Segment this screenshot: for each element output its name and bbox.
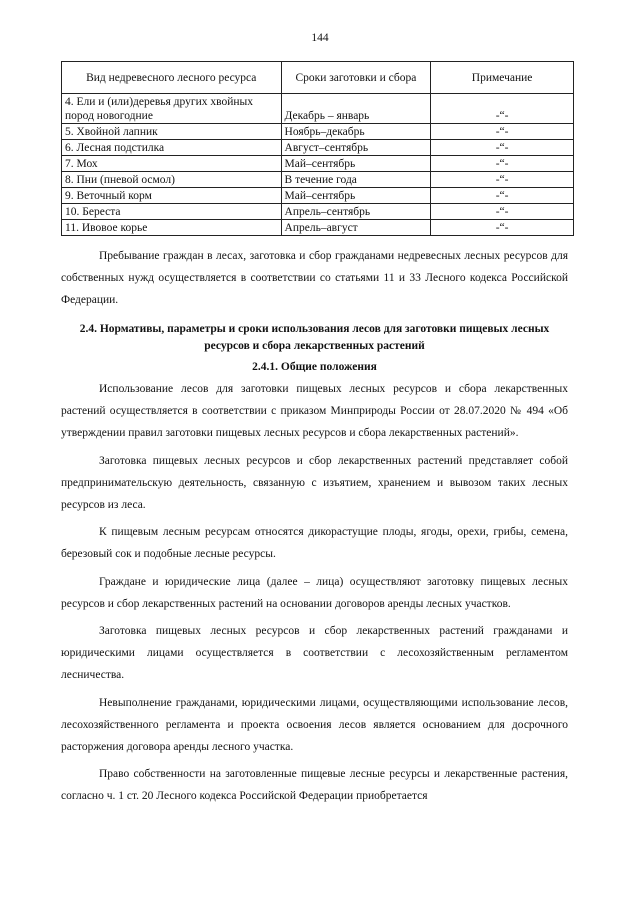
subsection-heading: 2.4.1. Общие положения [252,361,377,373]
table-row [62,220,574,236]
cell-note: -“- [431,94,574,124]
cell-period: Май–сентябрь [281,156,431,172]
cell-resource-type: 7. Мох [62,156,282,172]
cell-resource-type: 4. Ели и (или)деревья других хвойных пород новогодние [62,94,282,124]
cell-period: Май–сентябрь [281,188,431,204]
table-header-row [62,62,574,94]
cell-note: -“- [431,140,574,156]
cell-resource-type: 6. Лесная подстилка [62,140,282,156]
table-row [62,124,574,140]
cell-resource-type: 5. Хвойной лапник [62,124,282,140]
table-row [62,188,574,204]
intro-paragraph: Пребывание граждан в лесах, заготовка и сбор гражданами недревесных лесных ресурсов для собственных нужд осуществляется в соответствии со статьями 11 и 33 Лесного кодекса Российской Федерации. [61,250,568,306]
paragraph: Заготовка пищевых лесных ресурсов и сбор лекарственных растений представляет собой предпринимательскую деятельность, связанную с изъятием, хранением и вывозом таких лесных ресурсов из леса. [61,454,568,511]
cell-resource-type: 9. Веточный корм [62,188,282,204]
section-body [61,321,568,813]
page-number: 144 [311,32,329,44]
cell-note: -“- [431,172,574,188]
header-note: Примечание [431,62,574,94]
table-row [62,140,574,156]
table-row [62,94,574,124]
paragraph: Невыполнение гражданами, юридическими лицами, осуществляющими использование лесов, лесохозяйственного регламента и проекта освоения лесов является основанием для досрочного расторжения договора аренды лесного участка. [61,696,568,753]
paragraph: Право собственности на заготовленные пищевые лесные ресурсы и лекарственные растения, согласно ч. 1 ст. 20 Лесного кодекса Российской Федерации приобретается [61,768,568,802]
intro-block [61,245,568,317]
cell-note: -“- [431,124,574,140]
cell-resource-type: 8. Пни (пневой осмол) [62,172,282,188]
cell-note: -“- [431,188,574,204]
header-resource-type: Вид недревесного лесного ресурса [62,62,282,94]
paragraph: Заготовка пищевых лесных ресурсов и сбор лекарственных растений гражданами и юридическими лицами осуществляется в соответствии с лесохозяйственным регламентом лесничества. [61,625,568,681]
cell-note: -“- [431,220,574,236]
cell-note: -“- [431,156,574,172]
paragraph: К пищевым лесным ресурсам относятся дикорастущие плоды, ягоды, орехи, грибы, семена, березовый сок и подобные лесные ресурсы. [61,526,568,560]
paragraph: Граждане и юридические лица (далее – лица) осуществляют заготовку пищевых лесных ресурсов и сбор лекарственных растений на основании договоров аренды лесных участков. [61,575,568,610]
table-row [62,204,574,220]
cell-resource-type: 11. Ивовое корье [62,220,282,236]
cell-period: В течение года [281,172,431,188]
resources-table [61,61,574,236]
cell-period: Декабрь – январь [281,94,431,124]
cell-period: Август–сентябрь [281,140,431,156]
cell-note: -“- [431,204,574,220]
cell-period: Апрель–август [281,220,431,236]
cell-period: Ноябрь–декабрь [281,124,431,140]
header-period: Сроки заготовки и сбора [281,62,431,94]
paragraph: Использование лесов для заготовки пищевых лесных ресурсов и сбора лекарственных растений осуществляется в соответствии с приказом Минприроды России от 28.07.2020 № 494 «Об утверждении правил заготовки пищевых лесных ресурсов и сбора лекарственных растений». [61,383,568,439]
section-heading: 2.4. Нормативы, параметры и сроки использования лесов для заготовки пищевых лесных ресурсов и сбора лекарственных растений [79,323,550,352]
table-row [62,172,574,188]
table-row [62,156,574,172]
cell-period: Апрель–сентябрь [281,204,431,220]
cell-resource-type: 10. Береста [62,204,282,220]
